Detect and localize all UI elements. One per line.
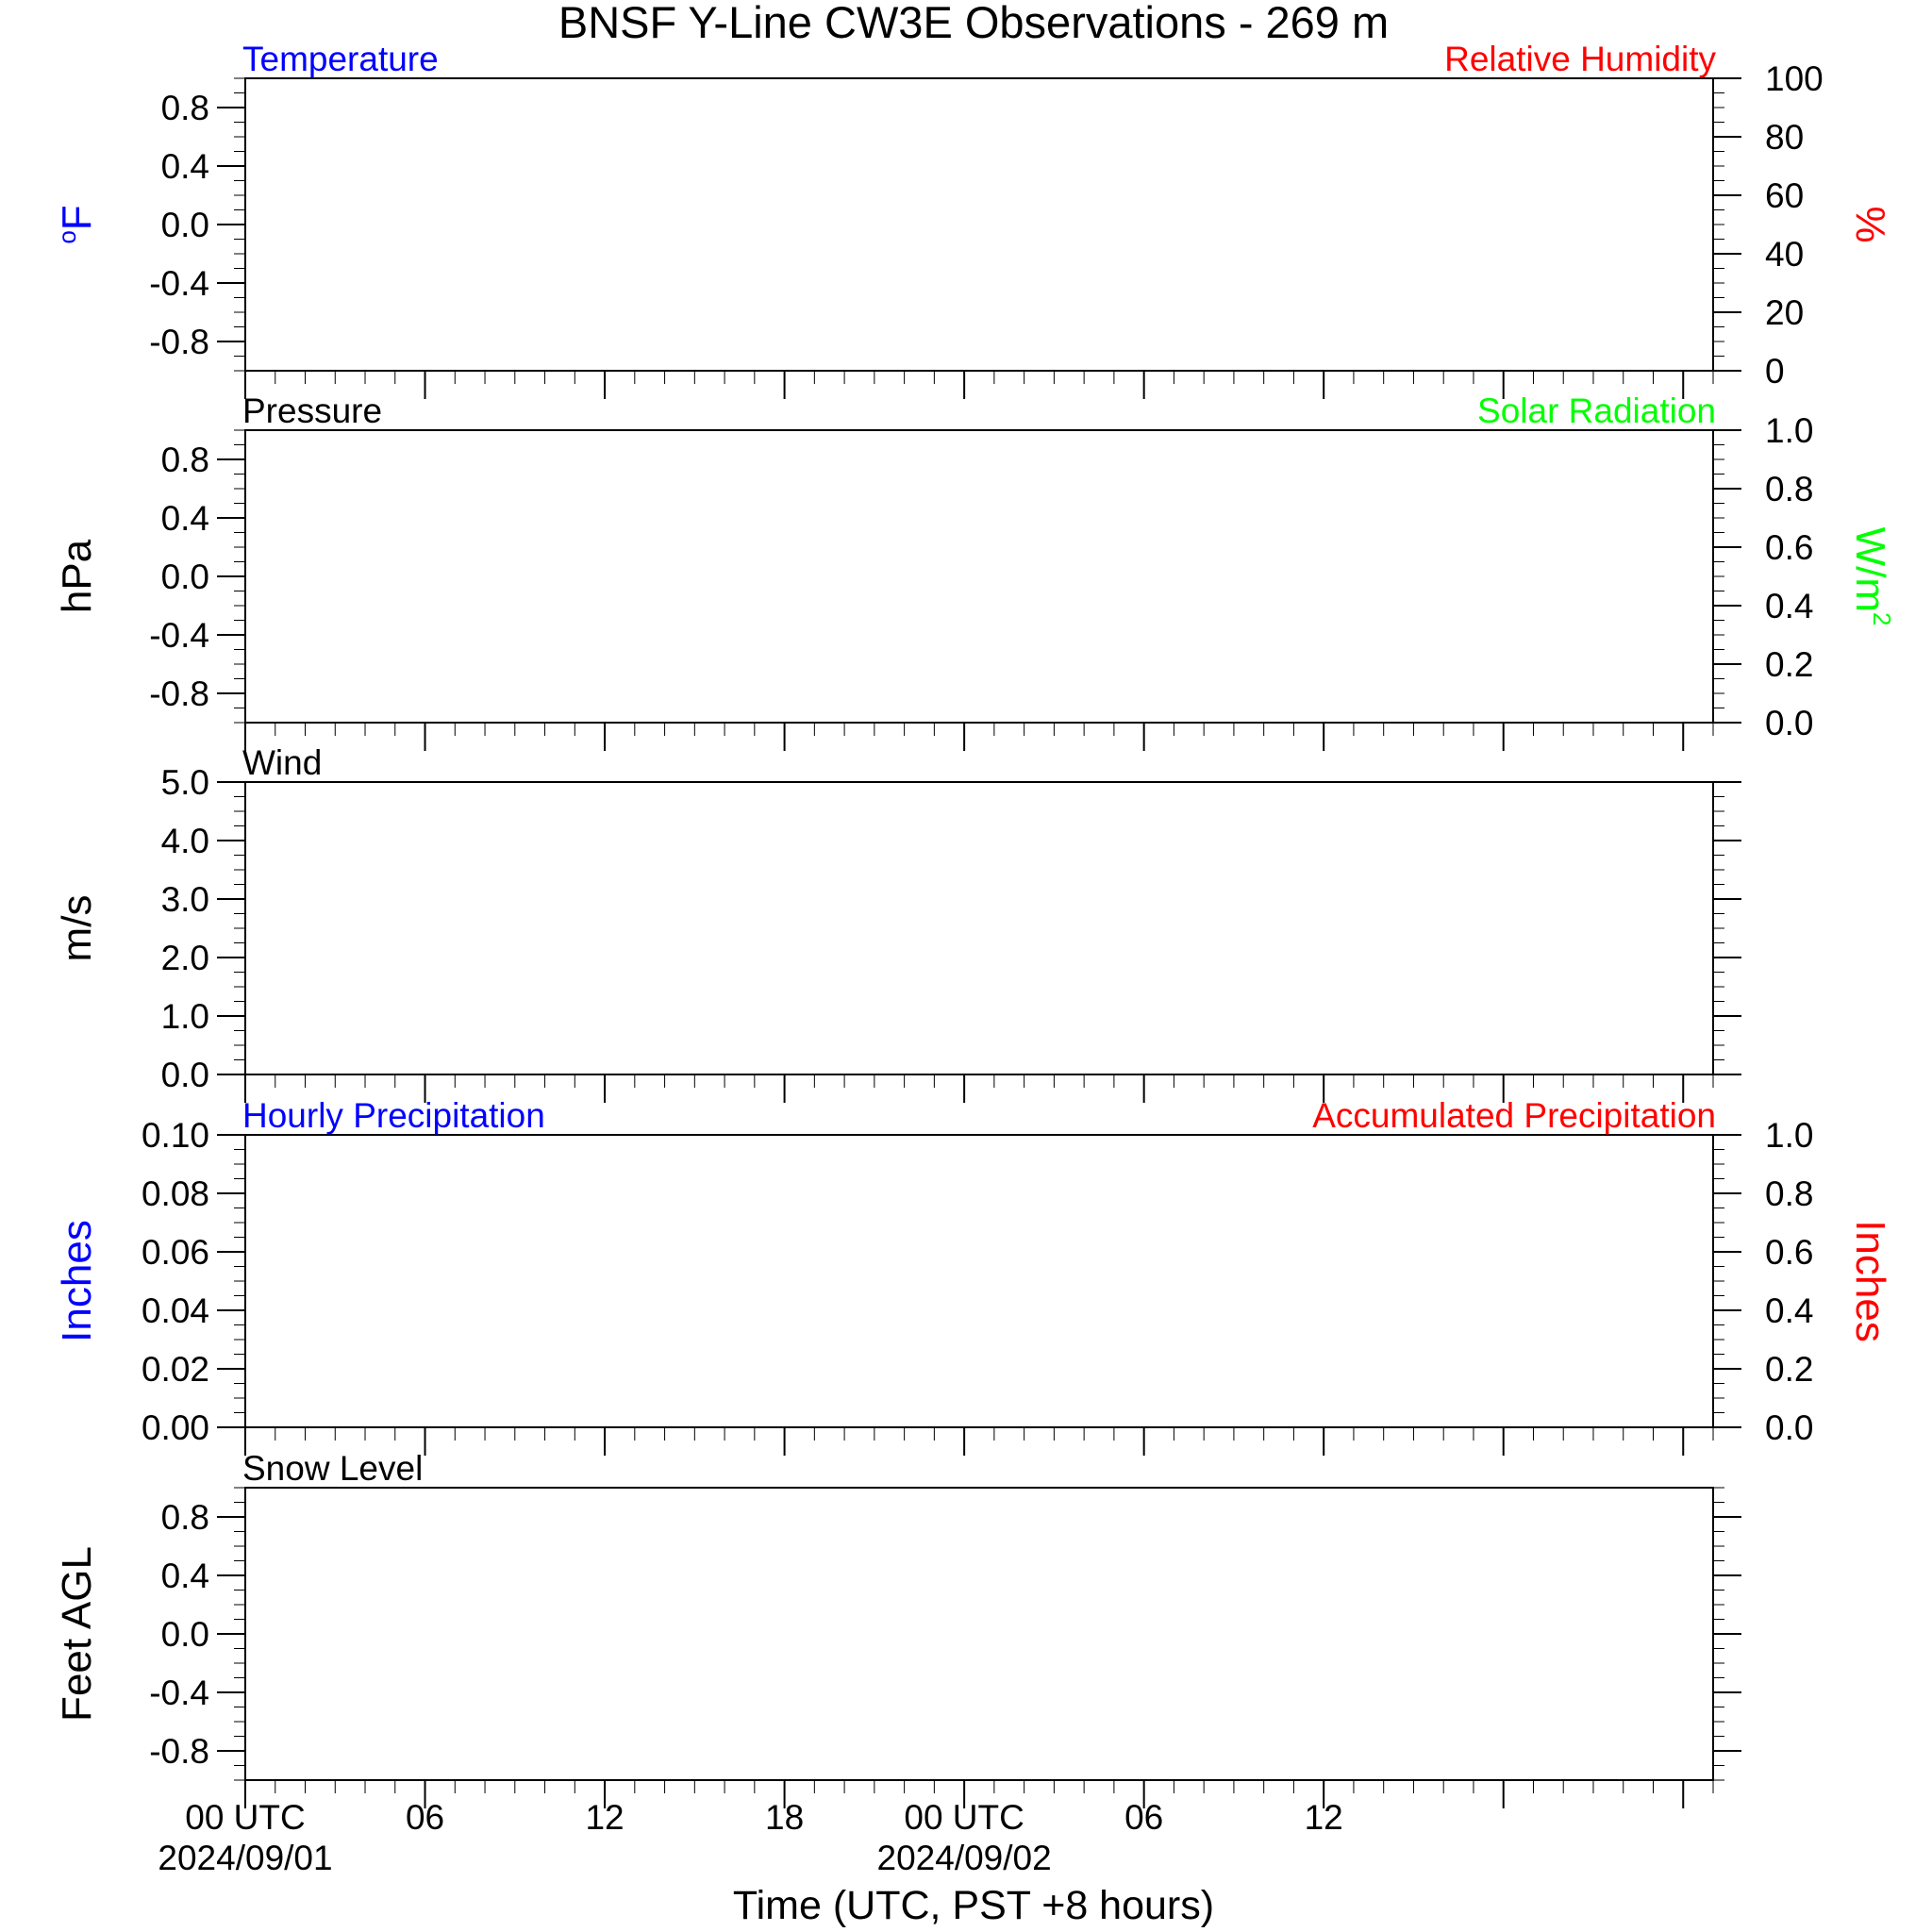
plot-frame: [245, 1135, 1713, 1427]
left-panel-title: Wind: [242, 743, 323, 782]
left-y-axis-label: hPa: [54, 539, 100, 614]
right-tick-label: 0.2: [1765, 645, 1814, 684]
right-tick-label: 0.4: [1765, 1291, 1814, 1330]
right-y-axis-label: Inches: [1847, 1220, 1893, 1342]
panel-5: [54, 1449, 1741, 1808]
left-tick-label: -0.8: [149, 1732, 209, 1771]
right-tick-label: 0.6: [1765, 1233, 1814, 1272]
x-axis-label: Time (UTC, PST +8 hours): [732, 1883, 1215, 1928]
right-panel-title: Accumulated Precipitation: [1312, 1096, 1716, 1135]
left-tick-label: 0.8: [160, 1498, 209, 1537]
right-tick-label: 1.0: [1765, 411, 1814, 450]
right-tick-label: 0.8: [1765, 1174, 1814, 1213]
right-tick-label: 100: [1765, 59, 1824, 98]
left-tick-label: 5.0: [160, 763, 209, 802]
left-tick-label: 3.0: [160, 880, 209, 919]
x-tick-label: 12: [585, 1798, 625, 1837]
left-panel-title: Snow Level: [242, 1449, 424, 1488]
panel-4: [54, 1096, 1893, 1456]
right-tick-label: 0.6: [1765, 528, 1814, 567]
left-panel-title: Hourly Precipitation: [242, 1096, 545, 1135]
left-y-axis-label: Feet AGL: [54, 1546, 100, 1722]
panels-layer: [53, 40, 1896, 1808]
panel-2: [54, 391, 1896, 751]
plot-frame: [245, 78, 1713, 371]
left-tick-label: -0.8: [149, 323, 209, 361]
right-tick-label: 60: [1765, 176, 1805, 215]
left-y-axis-label: [53, 205, 100, 243]
left-tick-label: 0.8: [160, 89, 209, 127]
left-y-axis-label: m/s: [54, 894, 100, 962]
left-tick-label: 0.00: [141, 1408, 209, 1447]
x-axis-layer: [158, 1798, 1342, 1877]
left-tick-label: 0.4: [160, 1557, 209, 1595]
right-tick-label: 80: [1765, 118, 1805, 157]
left-tick-label: -0.8: [149, 675, 209, 713]
unit-superscript: 2: [1868, 611, 1896, 626]
left-tick-label: 0.4: [160, 147, 209, 186]
plot-frame: [245, 1488, 1713, 1780]
left-panel-title: Pressure: [242, 391, 383, 430]
right-tick-label: 0.0: [1765, 704, 1814, 742]
left-tick-label: 0.0: [160, 1056, 209, 1094]
left-tick-label: 0.10: [141, 1116, 209, 1155]
x-tick-label: 18: [765, 1798, 805, 1837]
right-tick-label: 0: [1765, 352, 1785, 391]
right-tick-label: 0.8: [1765, 470, 1814, 508]
x-tick-date-label: 2024/09/01: [158, 1839, 333, 1877]
right-tick-label: 20: [1765, 293, 1805, 332]
panel-3: [54, 743, 1741, 1103]
left-tick-label: 0.06: [141, 1233, 209, 1272]
left-panel-title: Temperature: [242, 40, 439, 78]
left-tick-label: 0.04: [141, 1291, 209, 1330]
left-tick-label: 0.0: [160, 1615, 209, 1654]
left-tick-label: 0.8: [160, 441, 209, 479]
right-tick-label: 40: [1765, 235, 1805, 274]
left-tick-label: 1.0: [160, 997, 209, 1036]
right-y-axis-label: [1847, 527, 1896, 626]
right-tick-label: 0.0: [1765, 1408, 1814, 1447]
left-tick-label: -0.4: [149, 1674, 209, 1712]
right-tick-label: 1.0: [1765, 1116, 1814, 1155]
left-tick-label: 4.0: [160, 822, 209, 860]
plot-frame: [245, 782, 1713, 1074]
left-tick-label: -0.4: [149, 264, 209, 303]
x-tick-label: 12: [1304, 1798, 1343, 1837]
right-panel-title: Relative Humidity: [1444, 40, 1716, 78]
right-panel-title: Solar Radiation: [1477, 391, 1716, 430]
plot-frame: [245, 430, 1713, 723]
left-tick-label: 0.02: [141, 1350, 209, 1389]
right-tick-label: 0.2: [1765, 1350, 1814, 1389]
left-tick-label: 0.4: [160, 499, 209, 538]
left-tick-label: -0.4: [149, 616, 209, 655]
chart-title: BNSF Y-Line CW3E Observations - 269 m: [558, 0, 1390, 47]
x-tick-date-label: 2024/09/02: [876, 1839, 1052, 1877]
right-y-axis-label: %: [1847, 206, 1893, 243]
left-tick-label: 0.0: [160, 558, 209, 596]
unit-base: W/m: [1847, 526, 1893, 612]
left-tick-label: 2.0: [160, 939, 209, 977]
left-y-axis-label: Inches: [54, 1220, 100, 1342]
x-tick-label: 06: [1124, 1798, 1164, 1837]
x-tick-label: 00 UTC: [904, 1798, 1024, 1837]
left-tick-label: 0.08: [141, 1174, 209, 1213]
right-tick-label: 0.4: [1765, 587, 1814, 625]
degree-superscript: o: [53, 230, 81, 244]
left-tick-label: 0.0: [160, 206, 209, 244]
fahrenheit-letter: F: [54, 205, 100, 231]
x-tick-label: 00 UTC: [185, 1798, 306, 1837]
x-tick-label: 06: [405, 1798, 445, 1837]
panel-1: [53, 40, 1893, 399]
